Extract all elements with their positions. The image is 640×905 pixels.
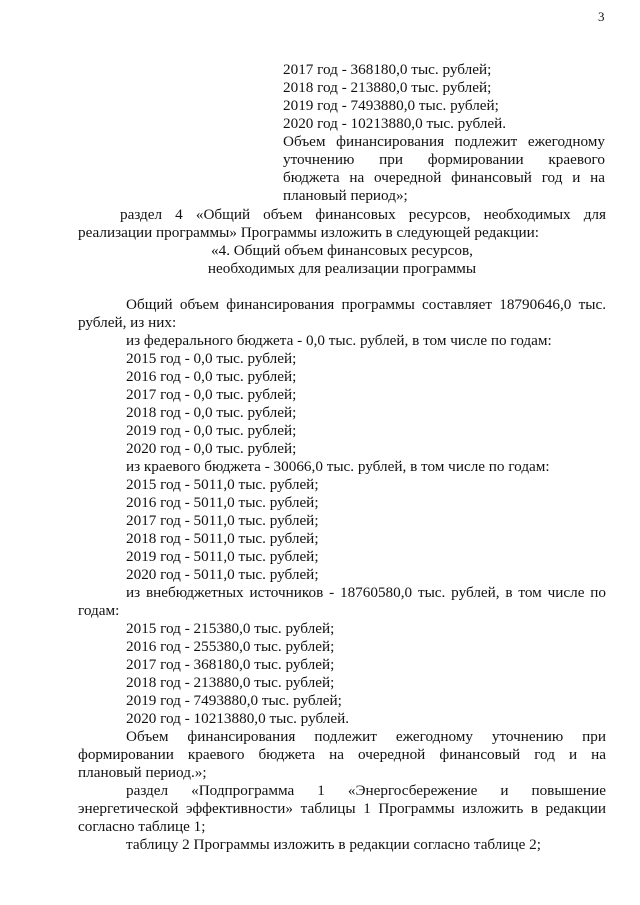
section-heading-line: «4. Общий объем финансовых ресурсов, (211, 242, 473, 259)
subprogram-line: согласно таблице 1; (78, 818, 206, 835)
top-year-line: 2017 год - 368180,0 тыс. рублей; (283, 61, 492, 78)
federal-year-line: 2017 год - 0,0 тыс. рублей; (126, 386, 297, 403)
total-line: рублей, из них: (78, 314, 177, 331)
bottom-note-line: плановый период.»; (78, 764, 207, 781)
extrabudget-year-line: 2015 год - 215380,0 тыс. рублей; (126, 620, 335, 637)
extrabudget-year-line: 2016 год - 255380,0 тыс. рублей; (126, 638, 335, 655)
regional-year-line: 2017 год - 5011,0 тыс. рублей; (126, 512, 319, 529)
top-note-line: уточнению при формировании краевого (283, 151, 605, 168)
regional-year-line: 2015 год - 5011,0 тыс. рублей; (126, 476, 319, 493)
extrabudget-title: годам: (78, 602, 120, 619)
regional-year-line: 2016 год - 5011,0 тыс. рублей; (126, 494, 319, 511)
federal-year-line: 2015 год - 0,0 тыс. рублей; (126, 350, 297, 367)
extrabudget-year-line: 2020 год - 10213880,0 тыс. рублей. (126, 710, 350, 727)
federal-year-line: 2016 год - 0,0 тыс. рублей; (126, 368, 297, 385)
top-note-line: плановый период»; (283, 187, 408, 204)
page-number: 3 (598, 9, 605, 24)
regional-title: из краевого бюджета - 30066,0 тыс. рублей, в том числе по годам: (126, 458, 550, 475)
top-note-line: бюджета на очередной финансовый год и на (283, 169, 605, 186)
regional-year-line: 2018 год - 5011,0 тыс. рублей; (126, 530, 319, 547)
total-line: Общий объем финансирования программы составляет 18790646,0 тыс. (126, 296, 606, 313)
bottom-note-line: формировании краевого бюджета на очередной финансовый год и на (78, 746, 606, 763)
top-note-line: Объем финансирования подлежит ежегодному (283, 133, 605, 150)
section4-intro-line: реализации программы» Программы изложить в следующей редакции: (78, 224, 540, 241)
section-heading-line: необходимых для реализации программы (207, 260, 477, 277)
table2-line: таблицу 2 Программы изложить в редакции согласно таблице 2; (126, 836, 541, 853)
top-year-line: 2018 год - 213880,0 тыс. рублей; (283, 79, 492, 96)
regional-year-line: 2019 год - 5011,0 тыс. рублей; (126, 548, 319, 565)
federal-title: из федерального бюджета - 0,0 тыс. рублей, в том числе по годам: (126, 332, 552, 349)
subprogram-line: раздел «Подпрограмма 1 «Энергосбережение и повышение (126, 782, 606, 799)
federal-year-line: 2018 год - 0,0 тыс. рублей; (126, 404, 297, 421)
top-year-line: 2020 год - 10213880,0 тыс. рублей. (283, 115, 507, 132)
federal-year-line: 2019 год - 0,0 тыс. рублей; (126, 422, 297, 439)
regional-year-line: 2020 год - 5011,0 тыс. рублей; (126, 566, 319, 583)
section4-intro-line: раздел 4 «Общий объем финансовых ресурсов, необходимых для (120, 206, 606, 223)
bottom-note-line: Объем финансирования подлежит ежегодному уточнению при (126, 728, 606, 745)
extrabudget-title: из внебюджетных источников - 18760580,0 тыс. рублей, в том числе по (126, 584, 606, 601)
extrabudget-year-line: 2019 год - 7493880,0 тыс. рублей; (126, 692, 342, 709)
top-year-line: 2019 год - 7493880,0 тыс. рублей; (283, 97, 499, 114)
federal-year-line: 2020 год - 0,0 тыс. рублей; (126, 440, 297, 457)
extrabudget-year-line: 2017 год - 368180,0 тыс. рублей; (126, 656, 335, 673)
subprogram-line: энергетической эффективности» таблицы 1 Программы изложить в редакции (78, 800, 606, 817)
extrabudget-year-line: 2018 год - 213880,0 тыс. рублей; (126, 674, 335, 691)
